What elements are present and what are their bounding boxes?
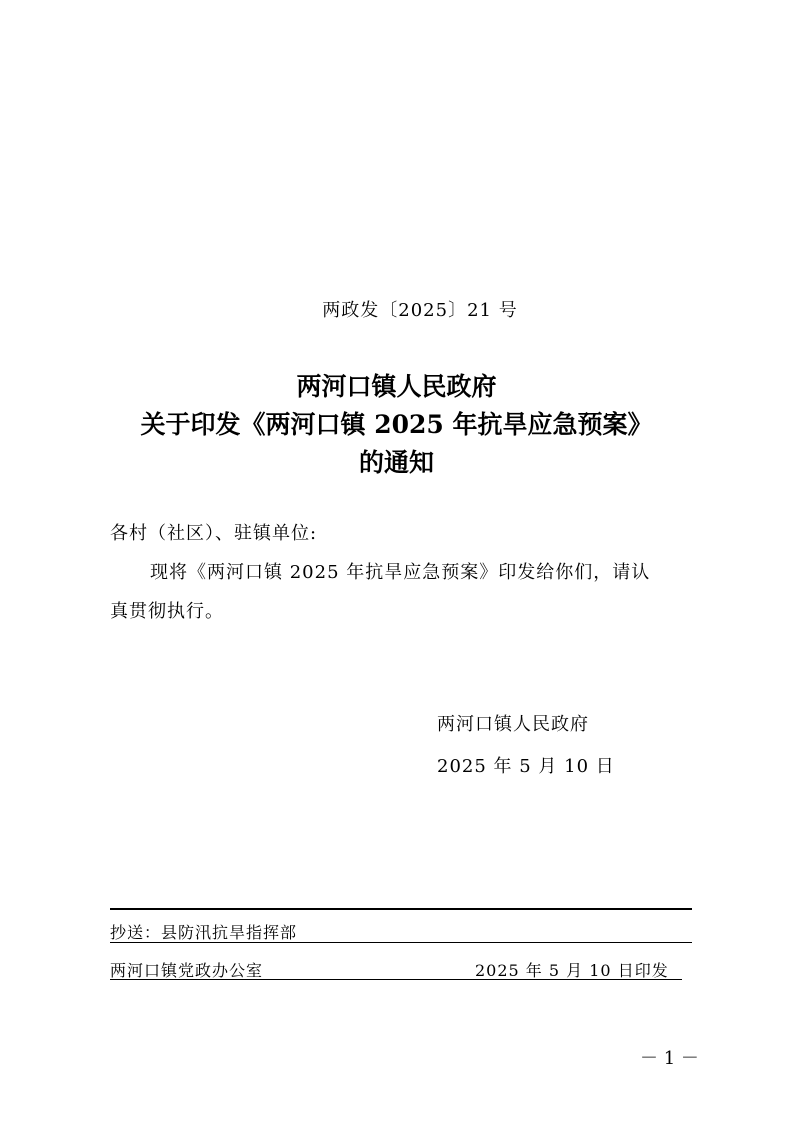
footer-row [110,958,682,980]
document-title [0,368,793,482]
salutation: 各村（社区）、驻镇单位: [110,523,318,544]
body-paragraph-line-2: 真贯彻执行。 [110,601,224,622]
title-line-3: 的通知 [358,448,434,477]
cc-line: 抄送：县防汛抗旱指挥部 [110,923,298,942]
signature-date: 2025 年 5 月 10 日 [437,756,615,777]
print-date: 2025 年 5 月 10 日印发 [475,961,669,980]
document-number: 两政发〔2025〕21 号 [322,300,518,321]
footer-middle-rule [110,942,692,943]
title-line-2: 关于印发《两河口镇 2025 年抗旱应急预案》 [140,410,653,439]
issuing-office: 两河口镇党政办公室 [110,961,264,980]
body-paragraph-line-1: 现将《两河口镇 2025 年抗旱应急预案》印发给你们，请认 [150,562,651,583]
signature-issuer: 两河口镇人民政府 [437,714,589,735]
page-number: － 1 － [640,1048,699,1069]
footer-top-rule [110,908,692,910]
title-line-1: 两河口镇人民政府 [296,372,497,401]
